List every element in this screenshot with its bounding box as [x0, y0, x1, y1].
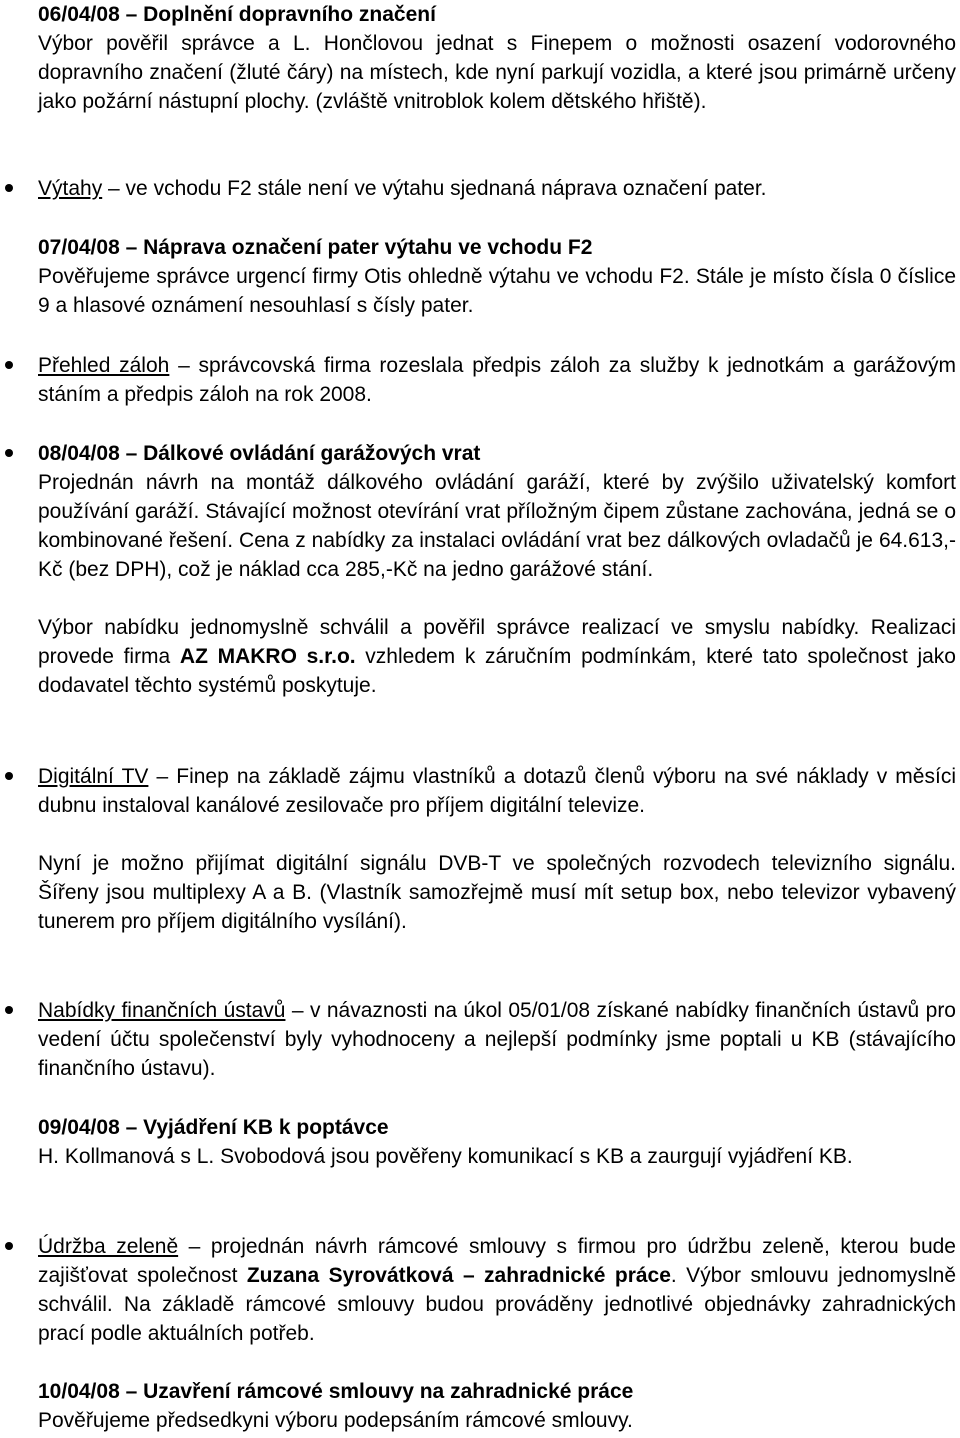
bullet-text: – projednán návrh rámcové smlouvy s firmou pro údržbu zeleně, kterou bude zajišťovat společnost	[38, 1235, 956, 1287]
bullet-icon	[5, 184, 13, 192]
bullet-text: – správcovská firma rozeslala předpis záloh za služby k jednotkám a garážovým stáním a předpis záloh na rok 2008.	[38, 354, 956, 406]
section-text: Pověřujeme předsedkyni výboru podepsáním rámcové smlouvy.	[38, 1409, 633, 1432]
bullet-digital-tv	[38, 762, 956, 936]
bullet-prehled-zaloh	[38, 351, 956, 409]
bullet-text: – v návaznosti na úkol 05/01/08 získané nabídky finančních ústavů pro vedení účtu společenství byly vyhodnoceny a nejlepší podmínky jsme poptali u KB (stávajícího finančního ústavu).	[38, 999, 956, 1080]
bullet-icon	[5, 1006, 13, 1014]
bullet-garage-remote	[38, 439, 956, 700]
bullet-green-maintenance	[38, 1232, 956, 1348]
bullet-text: – Finep na základě zájmu vlastníků a dotazů členů výboru na své náklady v měsíci dubnu instaloval kanálové zesilovače pro příjem digitální televize.	[38, 765, 956, 817]
section-heading: 10/04/08 – Uzavření rámcové smlouvy na zahradnické práce	[38, 1380, 634, 1403]
bullet-icon	[5, 361, 13, 369]
bullet-vytahy	[38, 174, 956, 203]
bullet-label: Výtahy	[38, 177, 103, 200]
section-heading: 07/04/08 – Náprava označení pater výtahu ve vchodu F2	[38, 236, 593, 259]
section-heading: 09/04/08 – Vyjádření KB k poptávce	[38, 1116, 389, 1139]
bullet-icon	[5, 772, 13, 780]
section-07-04-08	[38, 233, 956, 320]
bullet-icon	[5, 449, 13, 457]
section-09-04-08	[38, 1113, 956, 1171]
bullet-label: Digitální TV	[38, 765, 149, 788]
section-text: H. Kollmanová s L. Svobodová jsou pověřeny komunikací s KB a zaurgují vyjádření KB.	[38, 1145, 853, 1168]
bullet-label: Přehled záloh	[38, 354, 170, 377]
section-text: Projednán návrh na montáž dálkového ovládání garáží, které by zvýšilo uživatelský komfort používání garáží. Stávající možnost otevírání vrat příložným čipem zůstane zachována, jedná se o kombinované řešení. Cena z nabídky za instalaci ovládání vrat bez dálkových ovladačů je 64.613,- Kč (bez DPH), což je náklad cca 285,-Kč na jedno garážové stání.	[38, 471, 956, 581]
section-text: Výbor pověřil správce a L. Hončlovou jednat s Finepem o možnosti osazení vodorovného dopravního značení (žluté čáry) na místech, kde nyní parkují vozidla, a které jsou primárně určeny jako požární nástupní plochy. (zvláště vnitroblok kolem dětského hřiště).	[38, 32, 956, 113]
section-text: Nyní je možno přijímat digitální signálu DVB-T ve společných rozvodech televizního signálu. Šířeny jsou multiplexy A a B. (Vlastník samozřejmě musí mít setup box, nebo televizor vybavený tunerem pro příjem digitálního vysílání).	[38, 852, 956, 933]
company-name: Zuzana Syrovátková – zahradnické práce	[246, 1264, 671, 1287]
bullet-text: . Výbor smlouvu jednomyslně schválil. Na základě rámcové smlouvy budou prováděny jednotlivé objednávky zahradnických prací podle aktuálních potřeb.	[38, 1264, 957, 1345]
section-text: Výbor nabídku jednomyslně schválil a pověřil správce realizací ve smyslu nabídky. Realizaci provede firma	[38, 616, 956, 668]
bullet-financial-offers	[38, 996, 956, 1083]
bullet-icon	[5, 1242, 13, 1250]
section-heading: 06/04/08 – Doplnění dopravního značení	[38, 3, 436, 26]
bullet-label: Údržba zeleně	[38, 1235, 179, 1258]
section-text: vzhledem k záručním podmínkám, které tato společnost jako dodavatel těchto systémů poskytuje.	[38, 645, 956, 697]
bullet-label: Nabídky finančních ústavů	[38, 999, 286, 1022]
section-heading: 08/04/08 – Dálkové ovládání garážových vrat	[38, 442, 481, 465]
company-name: AZ MAKRO s.r.o.	[179, 645, 356, 668]
section-text: Pověřujeme správce urgencí firmy Otis ohledně výtahu ve vchodu F2. Stále je místo čísla 0 číslice 9 a hlasové oznámení nesouhlasí s čísly pater.	[38, 265, 956, 317]
section-10-04-08	[38, 1377, 956, 1435]
section-06-04-08	[38, 0, 956, 116]
bullet-text: – ve vchodu F2 stále není ve výtahu sjednaná náprava označení pater.	[102, 177, 767, 200]
